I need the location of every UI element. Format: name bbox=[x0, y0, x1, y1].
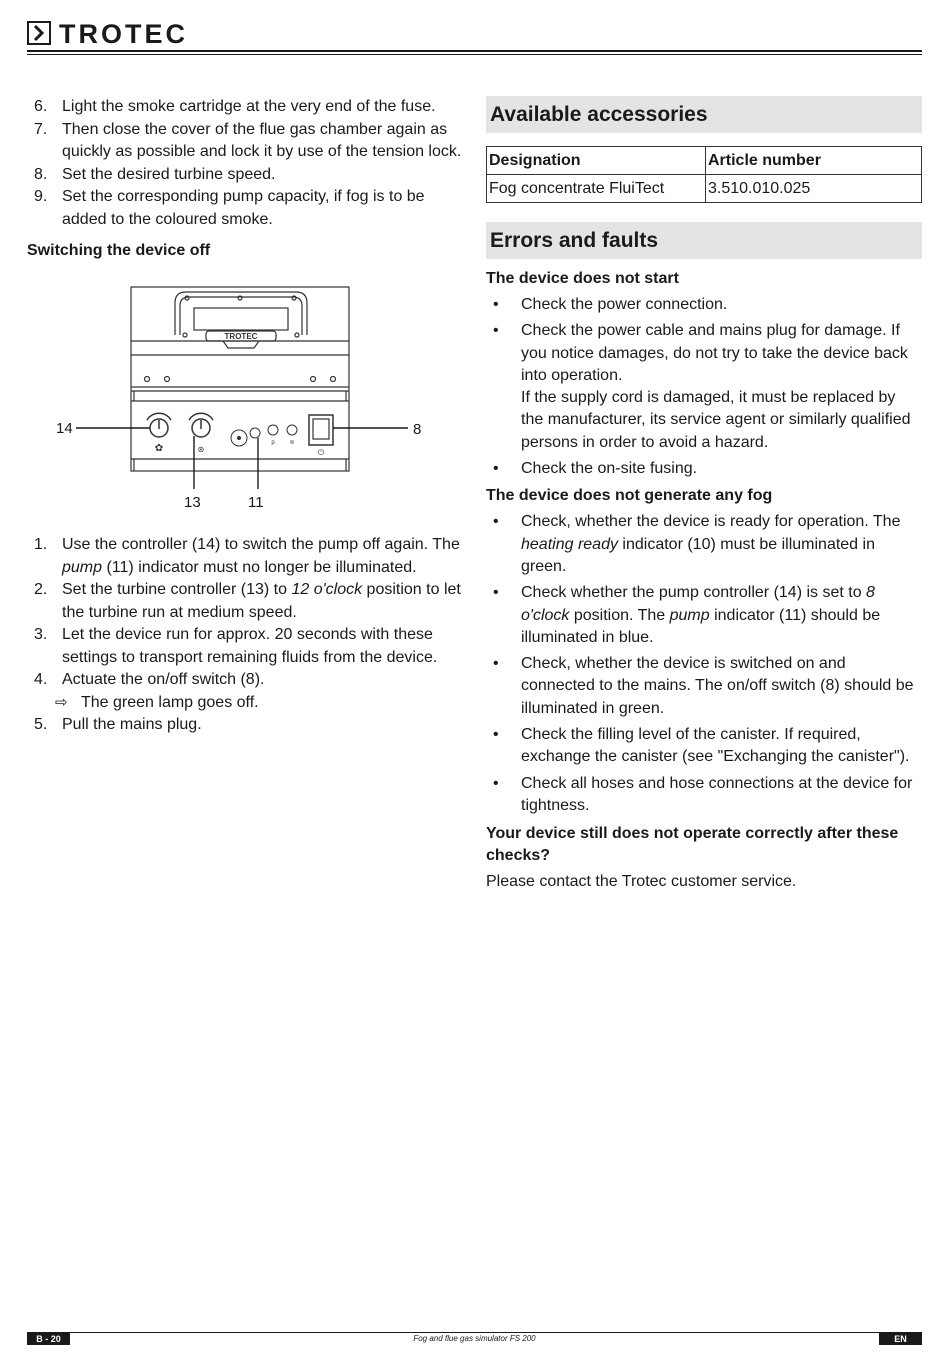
bullet-icon: • bbox=[493, 726, 499, 744]
text-run: Check the filling level of the canister. If required, exchange the canister (see "Exchanging the canister"). bbox=[521, 726, 910, 766]
bullet-icon: • bbox=[493, 584, 499, 602]
step-number: 8. bbox=[34, 165, 48, 183]
text-run: (11) indicator must no longer be illuminated. bbox=[102, 558, 417, 576]
footer-page-number: B - 20 bbox=[27, 1333, 70, 1345]
table-cell-article: 3.510.010.025 bbox=[706, 175, 922, 203]
header-rule-thin bbox=[27, 54, 922, 55]
label-11: 11 bbox=[248, 494, 264, 511]
footer-language: EN bbox=[879, 1333, 922, 1345]
text-run: Light the smoke cartridge at the very end of the fuse. bbox=[62, 98, 436, 115]
text-run: Use the controller (14) to switch the pump off again. The bbox=[62, 536, 460, 553]
list-item bbox=[27, 534, 462, 579]
steps-bottom-list bbox=[27, 534, 462, 692]
bullet-item bbox=[486, 511, 922, 578]
table-header-designation: Designation bbox=[487, 147, 706, 175]
trotec-logo-mark bbox=[27, 21, 51, 45]
result-arrow-icon: ⇨ bbox=[55, 693, 68, 711]
bullet-icon: • bbox=[493, 774, 499, 792]
result-line bbox=[27, 692, 462, 715]
accessories-section-title: Available accessories bbox=[486, 96, 922, 133]
emphasis-text: 8 o'clock bbox=[521, 584, 875, 624]
text-run: position. The bbox=[569, 606, 670, 624]
text-run: Check, whether the device is ready for operation. The bbox=[521, 513, 901, 531]
bullet-item bbox=[486, 320, 922, 454]
page-footer bbox=[27, 1332, 922, 1346]
text-run: Actuate the on/off switch (8). bbox=[62, 671, 265, 688]
text-run: indicator (10) must be illuminated in green. bbox=[521, 535, 875, 575]
bullet-item bbox=[486, 458, 922, 480]
bullet-extra-text: If the supply cord is damaged, it must be replaced by the manufacturer, its service agent or similarly qualified persons in order to avoid a hazard. bbox=[521, 389, 911, 451]
text-run: Then close the cover of the flue gas chamber again as quickly as possible and lock it by use of the tension lock. bbox=[62, 120, 462, 160]
pump-knob-icon bbox=[189, 413, 213, 437]
step-number: 5. bbox=[34, 716, 48, 733]
fuse-holder-dot bbox=[237, 436, 241, 440]
brand-logo-text: TROTEC bbox=[59, 19, 188, 49]
text-run: Set the desired turbine speed. bbox=[62, 165, 276, 183]
text-run: Check whether the pump controller (14) is set to bbox=[521, 584, 867, 602]
list-item bbox=[27, 119, 462, 164]
errors-section-title: Errors and faults bbox=[486, 222, 922, 259]
list-item bbox=[27, 164, 462, 187]
step-number: 2. bbox=[34, 581, 48, 598]
p-symbol: p bbox=[271, 440, 275, 446]
bullet-item bbox=[486, 582, 922, 649]
list-item bbox=[27, 96, 462, 119]
text-run: Check, whether the device is switched on and connected to the mains. The on/off switch (8) should be illuminated in green. bbox=[521, 655, 914, 717]
emphasis-text: pump bbox=[62, 558, 103, 576]
power-symbol-icon: ⏻ bbox=[317, 448, 325, 457]
contact-text: Please contact the Trotec customer service. bbox=[486, 873, 797, 891]
text-run: Check the power cable and mains plug for damage. If you notice damages, do not try to take the device back into operation. bbox=[521, 322, 908, 384]
text-run: Let the device run for approx. 20 seconds with these settings to transport remaining fluids from the device. bbox=[62, 626, 438, 666]
text-run: Check the on-site fusing. bbox=[521, 460, 698, 478]
label-14: 14 bbox=[56, 420, 73, 437]
mains-lamp bbox=[287, 425, 297, 435]
header-rule bbox=[27, 50, 922, 52]
text-run: indicator (11) should be illuminated in blue. bbox=[521, 606, 881, 646]
chevron-right-icon bbox=[29, 23, 49, 43]
table-header-article: Article number bbox=[706, 147, 922, 175]
right-column bbox=[486, 96, 922, 893]
bullet-item bbox=[486, 653, 922, 720]
bullet-item bbox=[486, 773, 922, 818]
result-text: The green lamp goes off. bbox=[81, 693, 259, 711]
step-5 bbox=[27, 714, 462, 737]
pump-symbol-icon: ⊛ bbox=[197, 445, 205, 454]
list-item bbox=[27, 579, 462, 624]
emphasis-text: 12 o'clock bbox=[291, 581, 363, 598]
text-run: Check the power connection. bbox=[521, 296, 728, 313]
not-start-heading: The device does not start bbox=[486, 270, 679, 287]
steps-top-list bbox=[27, 96, 462, 231]
text-run: Set the turbine controller (13) to bbox=[62, 581, 292, 598]
bullet-icon: • bbox=[493, 655, 499, 673]
step-number: 9. bbox=[34, 188, 48, 205]
table-row bbox=[487, 175, 922, 203]
bullet-icon: • bbox=[493, 322, 499, 340]
panel-logo: TROTEC bbox=[224, 332, 258, 341]
bullet-icon: • bbox=[493, 460, 499, 478]
step-text: Pull the mains plug. bbox=[62, 716, 202, 733]
table-header-row bbox=[487, 147, 922, 175]
label-8: 8 bbox=[413, 421, 422, 438]
emphasis-text: pump bbox=[669, 606, 710, 624]
text-run: position to let the turbine run at medium speed. bbox=[62, 581, 461, 621]
device-outline bbox=[131, 287, 349, 471]
step-number: 3. bbox=[34, 626, 48, 643]
list-item bbox=[27, 186, 462, 231]
turbine-knob-icon bbox=[147, 413, 171, 437]
table-cell-designation: Fog concentrate FluiTect bbox=[487, 175, 706, 203]
footer-doc-title: Fog and flue gas simulator FS 200 bbox=[413, 1334, 536, 1343]
step-number: 6. bbox=[34, 98, 48, 115]
label-13: 13 bbox=[184, 494, 201, 511]
switch-off-heading: Switching the device off bbox=[27, 242, 211, 259]
bullet-item bbox=[486, 724, 922, 769]
control-panel-figure bbox=[40, 283, 440, 515]
pump-indicator-lamp bbox=[250, 428, 260, 438]
text-run: Check all hoses and hose connections at the device for tightness. bbox=[521, 774, 913, 814]
accessories-table bbox=[486, 146, 922, 203]
list-item bbox=[27, 669, 462, 692]
on-off-switch-rocker bbox=[313, 419, 329, 439]
still-not-working-heading: Your device still does not operate correctly after these checks? bbox=[486, 825, 899, 865]
step-number: 7. bbox=[34, 120, 48, 138]
no-fog-list bbox=[486, 511, 922, 817]
heating-ready-lamp bbox=[268, 425, 278, 435]
not-start-list bbox=[486, 294, 922, 480]
emphasis-text: heating ready bbox=[521, 535, 618, 553]
bullet-icon: • bbox=[493, 513, 499, 531]
step-number: 4. bbox=[34, 671, 48, 688]
fan-symbol-icon: ✿ bbox=[154, 443, 164, 454]
text-run: Set the corresponding pump capacity, if fog is to be added to the coloured smoke. bbox=[62, 188, 425, 228]
step-number: 1. bbox=[34, 536, 48, 553]
heat-symbol: ≋ bbox=[289, 440, 295, 446]
bullet-icon: • bbox=[493, 296, 499, 313]
bullet-item bbox=[486, 294, 922, 316]
list-item bbox=[27, 624, 462, 669]
no-fog-heading: The device does not generate any fog bbox=[486, 487, 773, 505]
page-header bbox=[27, 18, 922, 58]
